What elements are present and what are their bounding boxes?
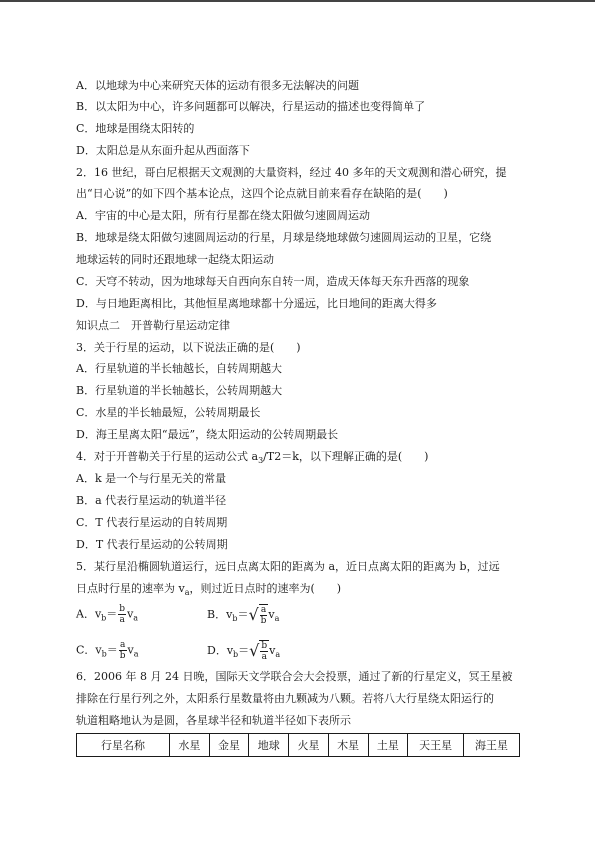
q5-option-d bbox=[207, 640, 280, 662]
q6-stem-line2: 排除在行星行列之外，太阳系行星数量将由九颗减为八颗。若将八大行星绕太阳运行的 bbox=[76, 692, 494, 705]
q6-stem-line1: 6．2006 年 8 月 24 日晚，国际天文学联合会大会投票，通过了新的行星定义，冥王星被 bbox=[76, 670, 513, 683]
q2-option-d: D．与日地距离相比，其他恒星离地球都十分遥远，比日地间的距离大得多 bbox=[76, 297, 437, 310]
q5-b-letter: B．v bbox=[207, 608, 233, 621]
q2-option-b: B．地球是绕太阳做匀速圆周运动的行星，月球是绕地球做匀速圆周运动的卫星，它绕 bbox=[76, 231, 492, 244]
q3-option-b: B．行星轨道的半长轴越长，公转周期越大 bbox=[76, 384, 283, 397]
q4-option-a: A．k 是一个与行星无关的常量 bbox=[76, 472, 227, 485]
q2-option-a: A．宇宙的中心是太阳，所有行星都在绕太阳做匀速圆周运动 bbox=[76, 209, 370, 222]
q5-line2-pre: 日点时行星的速率为 v bbox=[76, 582, 185, 595]
q1-option-d: D．太阳总是从东面升起从西面落下 bbox=[76, 144, 250, 157]
q1-option-c: C．地球是围绕太阳转的 bbox=[76, 122, 195, 135]
q5-option-c bbox=[76, 640, 139, 662]
q5-a-sub: b bbox=[101, 613, 107, 623]
q5-b-sqrt: √ $\frac{a}{b}$ bbox=[248, 605, 267, 626]
table-header-cell: 行星名称 bbox=[77, 734, 170, 757]
q5-c-sub: b bbox=[101, 649, 107, 659]
q5-a-fraction bbox=[118, 604, 126, 625]
q5-c-fraction bbox=[119, 640, 127, 661]
table-header-cell: 水星 bbox=[170, 734, 210, 757]
q5-c-num: a bbox=[119, 640, 126, 650]
q5-option-b bbox=[207, 604, 279, 626]
q5-c-eq: ＝ bbox=[106, 643, 118, 657]
table-header-cell: 天王星 bbox=[408, 734, 464, 757]
table-header-cell: 金星 bbox=[209, 734, 249, 757]
q5-option-a bbox=[76, 604, 138, 626]
section-heading: 知识点二 开普勒行星运动定律 bbox=[76, 319, 230, 332]
q5-a-tail: v bbox=[127, 607, 134, 621]
q3-option-d: D．海王星离太阳“最远”，绕太阳运动的公转周期最长 bbox=[76, 428, 339, 441]
q5-a-num: b bbox=[119, 604, 126, 614]
table-header-cell: 土星 bbox=[368, 734, 408, 757]
q5-line2-sub: a bbox=[184, 588, 190, 598]
q4-stem-pre: 4．对于开普勒关于行星的运动公式 a bbox=[76, 450, 259, 463]
q4-option-c: C．T 代表行星运动的自转周期 bbox=[76, 516, 228, 529]
table-header-row bbox=[77, 734, 520, 757]
q5-b-fraction bbox=[260, 605, 268, 626]
q3-stem: 3．关于行星的运动，以下说法正确的是( ) bbox=[76, 341, 301, 354]
q2-option-c: C．天穹不转动，因为地球每天自西向东自转一周，造成天体每天东升西落的现象 bbox=[76, 275, 470, 288]
q5-c-tail-sub: a bbox=[133, 649, 139, 659]
q5-d-letter: D．v bbox=[207, 644, 234, 657]
q1-option-a: A．以地球为中心来研究天体的运动有很多无法解决的问题 bbox=[76, 79, 359, 92]
q5-d-num: b bbox=[261, 641, 268, 651]
page-top-rule bbox=[0, 0, 595, 2]
q3-option-c: C．水星的半长轴最短，公转周期最长 bbox=[76, 406, 261, 419]
q5-a-den: a bbox=[119, 615, 125, 625]
q5-b-tail: v bbox=[268, 608, 275, 621]
q5-c-tail: v bbox=[127, 643, 134, 657]
q4-option-d: D．T 代表行星运动的公转周期 bbox=[76, 538, 228, 551]
q5-d-sqrt: √ $\frac{b}{a}$ bbox=[249, 641, 268, 662]
table-header-cell: 木星 bbox=[328, 734, 368, 757]
q5-b-eq: ＝ bbox=[237, 608, 249, 621]
q6-stem-line3: 轨道粗略地认为是圆，各星球半径和轨道半径如下表所示 bbox=[76, 714, 351, 727]
q5-d-tail: v bbox=[269, 644, 276, 657]
q5-d-eq: ＝ bbox=[238, 644, 250, 657]
q4-stem bbox=[76, 450, 428, 468]
q3-option-a: A．行星轨道的半长轴越长，自转周期越大 bbox=[76, 362, 282, 375]
q4-stem-sub: 3 bbox=[258, 456, 264, 466]
q2-stem-line2: 出“日心说”的如下四个基本论点，这四个论点就目前来看存在缺陷的是( ) bbox=[76, 187, 448, 200]
q5-c-letter: C．v bbox=[76, 643, 102, 657]
table-header-cell: 海王星 bbox=[464, 734, 520, 757]
table-header-cell: 地球 bbox=[249, 734, 289, 757]
q5-b-tail-sub: a bbox=[274, 614, 280, 624]
q5-b-num: a bbox=[260, 605, 267, 615]
q4-option-b: B．a 代表行星运动的轨道半径 bbox=[76, 494, 227, 507]
q5-stem-line1: 5．某行星沿椭圆轨道运行，远日点离太阳的距离为 a，近日点离太阳的距离为 b，过远 bbox=[76, 560, 500, 573]
q5-c-den: b bbox=[119, 651, 126, 661]
q5-d-sub: b bbox=[233, 650, 239, 660]
q2-option-b-cont: 地球运转的同时还跟地球一起绕太阳运动 bbox=[76, 253, 274, 266]
q5-a-eq: ＝ bbox=[106, 607, 118, 621]
q2-stem-line1: 2．16 世纪，哥白尼根据天文观测的大量资料，经过 40 多年的天文观测和潜心研究，提 bbox=[76, 166, 507, 179]
q5-d-den: a bbox=[261, 652, 267, 662]
q5-d-fraction bbox=[260, 641, 268, 662]
planet-table bbox=[76, 733, 520, 757]
q5-b-den: b bbox=[260, 616, 267, 626]
q5-line2-post: ，则过近日点时的速率为( ) bbox=[189, 582, 342, 595]
table-header-cell: 火星 bbox=[289, 734, 329, 757]
q5-a-tail-sub: a bbox=[133, 613, 139, 623]
q1-option-b: B．以太阳为中心，许多问题都可以解决，行星运动的描述也变得简单了 bbox=[76, 100, 426, 113]
q5-b-sub: b bbox=[232, 614, 238, 624]
q4-stem-post: /T2＝k，以下理解正确的是( ) bbox=[263, 450, 429, 463]
q5-d-tail-sub: a bbox=[275, 650, 281, 660]
q5-a-letter: A．v bbox=[76, 607, 102, 621]
q5-stem-line2 bbox=[76, 582, 341, 600]
